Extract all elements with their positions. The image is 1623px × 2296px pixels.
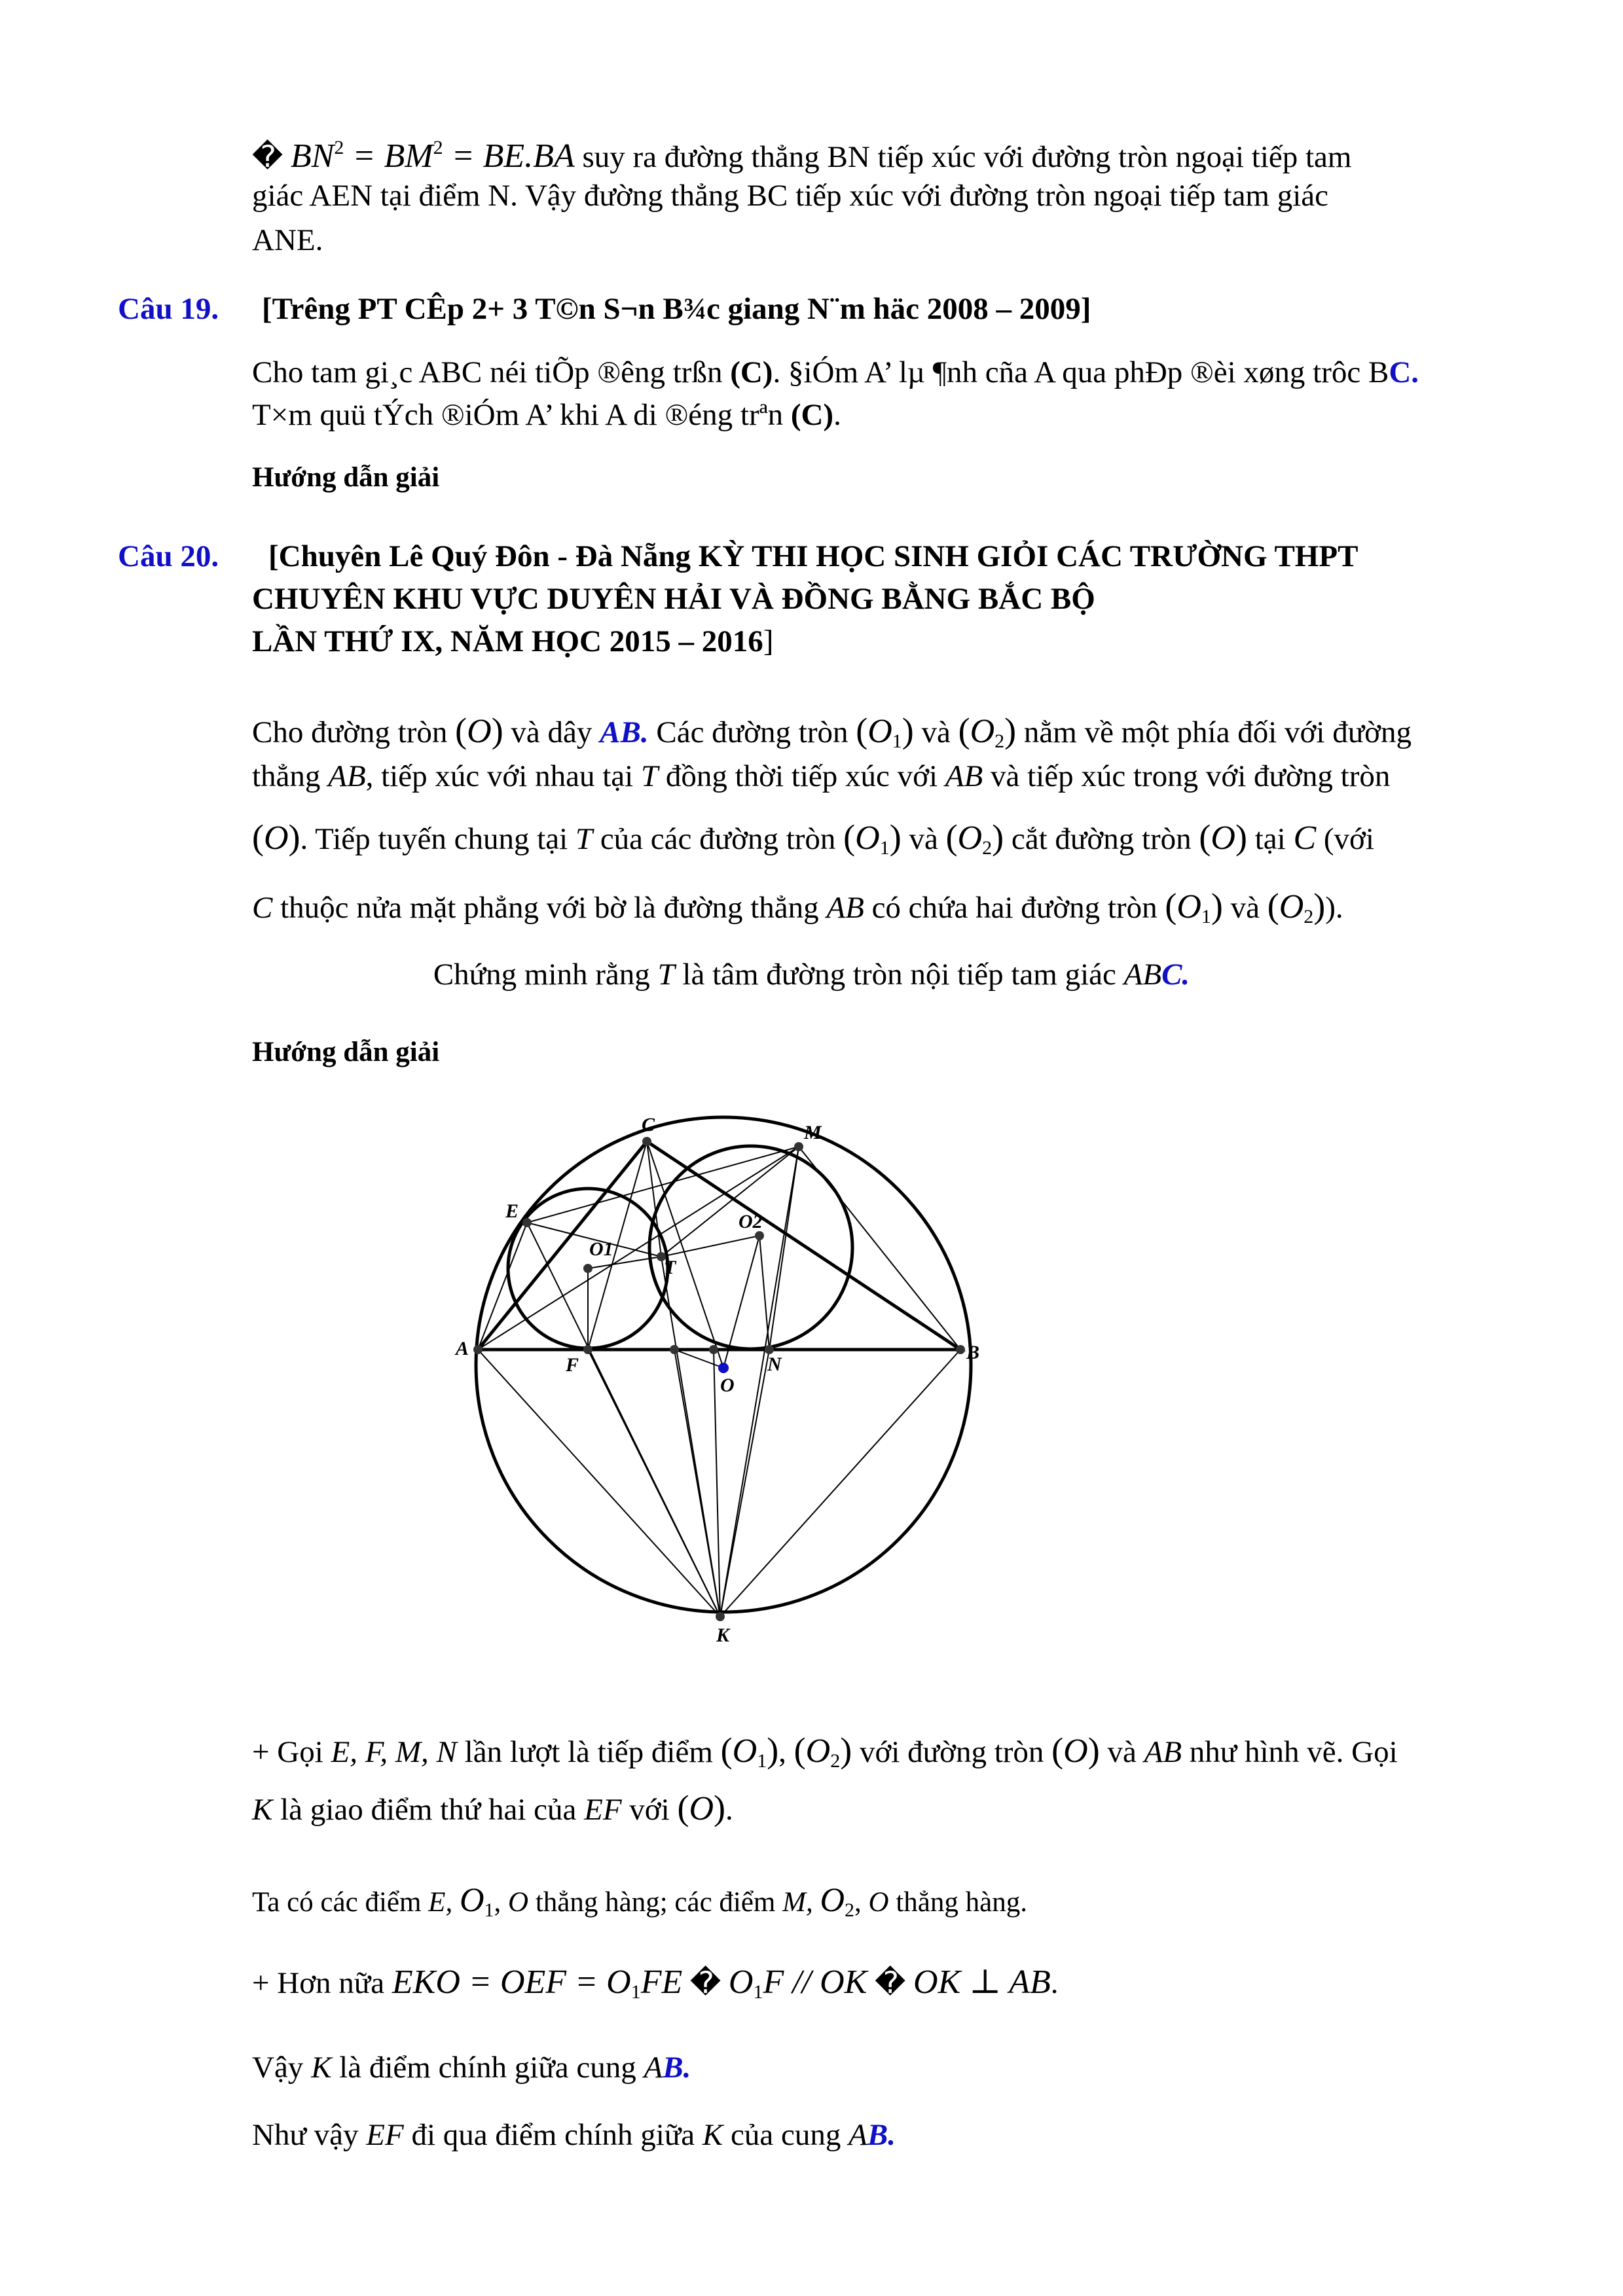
- sol-line-4: + Hơn nữa EKO = OEF = $O_1FE$ � $O_1F$ // OK � OK ⊥ AB.: [252, 1964, 1059, 2003]
- q20-prove: Chứng minh rằng T là tâm đường tròn nội tiếp tam giác ABC.: [433, 958, 1190, 992]
- label-k: K: [716, 1624, 730, 1646]
- unknown-glyph-icon: �: [875, 1965, 906, 2000]
- sol-line-6: Như vậy EF đi qua điểm chính giữa K của cung AB.: [252, 2118, 896, 2152]
- sol-line-3: Ta có các điểm E, $O_1$, O thẳng hàng; các điểm M, $O_2$, O thẳng hàng.: [252, 1882, 1027, 1921]
- label-o1: O1: [589, 1238, 613, 1260]
- question-19-guide: Hướng dẫn giải: [252, 462, 440, 493]
- unknown-glyph-icon: �: [252, 139, 283, 174]
- q20-para-4: C thuộc nửa mặt phẳng với bờ là đường thẳng AB có chứa hai đường tròn $(O_1)$ và $(O_2)$).: [252, 886, 1343, 927]
- question-20-source-1: [Chuyên Lê Quý Đôn - Đà Nẵng KỲ THI HỌC SINH GIỎI CÁC TRƯỜNG THPT: [268, 539, 1359, 573]
- question-19-body-2: T×m quü tÝch ®iÓm A’ khi A di ®éng trªn (C).: [252, 398, 841, 432]
- question-20-label: Câu 20.: [118, 539, 219, 573]
- question-20-source-3: LẦN THỨ IX, NĂM HỌC 2015 – 2016]: [252, 624, 774, 658]
- q20-para-2: thẳng AB, tiếp xúc với nhau tại T đồng thời tiếp xúc với AB và tiếp xúc trong với đường tròn: [252, 759, 1391, 793]
- top-line-1: [252, 126, 1509, 179]
- label-n: N: [767, 1354, 782, 1375]
- question-19-source: [Trêng PT CÊp 2+ 3 T©n S¬n B¾c giang N¨m häc 2008 – 2009]: [262, 292, 1091, 326]
- text: suy ra đường thẳng BN tiếp xúc với đường tròn ngoại tiếp tam: [582, 140, 1352, 174]
- geometry-figure: [445, 1109, 1231, 1685]
- top-line-2: giác AEN tại điểm N. Vậy đường thẳng BC tiếp xúc với đường tròn ngoại tiếp tam giác: [252, 179, 1329, 213]
- question-19-label: Câu 19.: [118, 292, 219, 326]
- triangle-abc: [478, 1141, 960, 1350]
- top-line-3: ANE.: [252, 223, 323, 257]
- q20-para-1: Cho đường tròn (O) và dây AB. Các đường tròn $(O_1)$ và $(O_2)$ nằm về một phía đối với đường: [252, 711, 1412, 752]
- label-c: C: [642, 1114, 655, 1136]
- question-19-body: Cho tam gi¸c ABC néi tiÕp ®êng trßn (C). §iÓm A’ lµ ¶nh cña A qua phÐp ®èi xøng trôc BC.: [252, 355, 1419, 389]
- label-e: E: [505, 1200, 519, 1222]
- label-o2: O2: [739, 1211, 763, 1232]
- unknown-glyph-icon: �: [689, 1965, 721, 2000]
- label-b: B: [966, 1342, 980, 1363]
- label-m: M: [804, 1122, 822, 1143]
- label-o: O: [720, 1374, 735, 1396]
- question-20-guide: Hướng dẫn giải: [252, 1037, 440, 1067]
- label-f: F: [566, 1354, 579, 1376]
- sol-line-2: K là giao điểm thứ hai của EF với (O).: [252, 1788, 733, 1827]
- equation-bn: $BN^2 = BM^2 = BE.BA$: [290, 137, 575, 175]
- q20-para-3: (O). Tiếp tuyến chung tại T của các đường tròn $(O_1)$ và $(O_2)$ cắt đường tròn (O) tại C (với: [252, 817, 1374, 859]
- label-a: A: [456, 1338, 469, 1359]
- sol-line-5: Vậy K là điểm chính giữa cung AB.: [252, 2051, 691, 2085]
- label-t: T: [664, 1257, 676, 1278]
- sol-line-1: + Gọi E, F, M, N lần lượt là tiếp điểm $(O_1)$, $(O_2)$ với đường tròn (O) và AB như hình vẽ. Gọi: [252, 1731, 1398, 1772]
- question-20-source-2: CHUYÊN KHU VỰC DUYÊN HẢI VÀ ĐỒNG BẰNG BẮC BỘ: [252, 582, 1095, 616]
